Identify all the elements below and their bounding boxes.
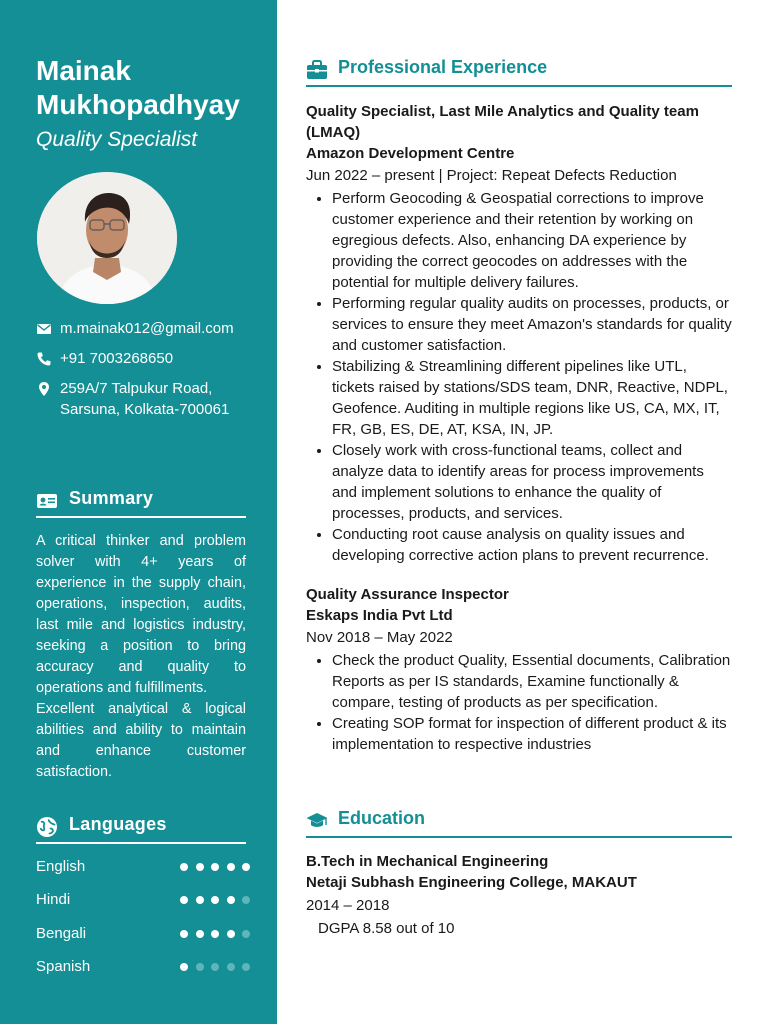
job-bullet: • Closely work with cross-functional teams, collect and analyze data to identify areas for process improvements and implement solutions to enhance the quality of processes, products, and services. [332, 440, 732, 524]
level-dot-filled [180, 896, 188, 904]
contact-phone-text: +91 7003268650 [60, 350, 174, 367]
job-bullet: • Check the product Quality, Essential documents, Calibration Reports as per IS standards, Examine functionally & compare, testing of products as per specification. [332, 650, 732, 713]
avatar [37, 172, 177, 304]
language-name: Spanish [36, 958, 91, 975]
level-dot-filled [227, 930, 235, 938]
education-degree: B.Tech in Mechanical Engineering [306, 853, 549, 870]
job-title: Quality Assurance Inspector [306, 586, 509, 603]
level-dot-filled [211, 896, 219, 904]
level-dot-empty [211, 963, 219, 971]
education-heading [306, 808, 732, 838]
location-pin-icon [36, 381, 52, 397]
summary-heading [36, 488, 246, 518]
level-dot-filled [211, 863, 219, 871]
profile-name: Mainak Mukhopadhyay [36, 55, 240, 120]
contact-email-text: m.mainak012@gmail.com [60, 320, 234, 337]
globe-icon [36, 816, 58, 838]
graduation-cap-icon [306, 811, 328, 831]
education-years: 2014 – 2018 [306, 897, 390, 914]
briefcase-icon [306, 60, 328, 80]
summary-text [36, 531, 246, 783]
profile-role: Quality Specialist [36, 128, 198, 151]
job-company: Amazon Development Centre [306, 145, 515, 162]
summary-heading-text: Summary [69, 488, 154, 508]
envelope-icon [36, 321, 52, 337]
education-entry [306, 851, 732, 939]
language-level-dots [176, 896, 246, 906]
avatar-photo [37, 172, 177, 304]
job-bullets [306, 188, 732, 566]
level-dot-filled [196, 896, 204, 904]
level-dot-filled [196, 930, 204, 938]
level-dot-filled [180, 930, 188, 938]
job-bullet: • Conducting root cause analysis on quality issues and developing corrective action plans to prevent recurrence. [332, 524, 732, 566]
languages-heading [36, 814, 246, 844]
level-dot-filled [180, 963, 188, 971]
id-card-icon [36, 490, 58, 512]
level-dot-filled [227, 863, 235, 871]
language-level-dots [176, 863, 246, 873]
level-dot-filled [211, 930, 219, 938]
education-college: Netaji Subhash Engineering College, MAKAUT [306, 874, 637, 891]
language-level-dots [176, 930, 246, 940]
level-dot-empty [196, 963, 204, 971]
summary-paragraph: A critical thinker and problem solver with 4+ years of experience in the supply chain, operations, inspection, audits, last mile and logistics industry, seeking a position to bring accuracy and quality to operations and fulfillments. [36, 533, 246, 696]
level-dot-filled [180, 863, 188, 871]
level-dot-empty [242, 896, 250, 904]
phone-icon [36, 351, 52, 367]
job-meta: Jun 2022 – present | Project: Repeat Defects Reduction [306, 167, 677, 184]
job-title: Quality Specialist, Last Mile Analytics and Quality team (LMAQ) [306, 103, 699, 141]
level-dot-empty [227, 963, 235, 971]
level-dot-empty [242, 963, 250, 971]
sidebar [0, 0, 277, 1024]
job-company: Eskaps India Pvt Ltd [306, 607, 453, 624]
language-row [36, 925, 246, 945]
contact-address-text: 259A/7 Talpukur Road, Sarsuna, Kolkata-700061 [60, 380, 230, 418]
language-level-dots [176, 963, 246, 973]
languages-heading-text: Languages [69, 814, 167, 834]
education-grade: DGPA 8.58 out of 10 [318, 920, 455, 937]
job-bullet: • Creating SOP format for inspection of different product & its implementation to respective industries [332, 713, 732, 755]
language-row [36, 891, 246, 911]
job-entry [306, 584, 732, 755]
level-dot-empty [242, 930, 250, 938]
level-dot-filled [242, 863, 250, 871]
experience-heading-text: Professional Experience [338, 57, 548, 77]
language-row [36, 858, 246, 878]
language-name: Bengali [36, 925, 87, 942]
job-bullet: • Stabilizing & Streamlining different pipelines like UTL, tickets raised by stations/SDS team, DNR, Reactive, NDPL, Geofence. Auditing in multiple regions like US, CA, MX, IT, FR, GB, ES, DE, AT, KSA, IN, JP. [332, 356, 732, 440]
language-name: Hindi [36, 891, 71, 908]
job-bullet: • Performing regular quality audits on processes, products, or services to ensure they meet Amazon's standards for quality and customer satisfaction. [332, 293, 732, 356]
job-entry [306, 101, 732, 566]
education-heading-text: Education [338, 808, 426, 828]
job-meta: Nov 2018 – May 2022 [306, 629, 453, 646]
level-dot-filled [196, 863, 204, 871]
level-dot-filled [227, 896, 235, 904]
job-bullet: • Perform Geocoding & Geospatial corrections to improve customer experience and their retention by working on egregious defects. Also, enhancing DA experience by providing the correct geocodes on addresses with the potential for multiple delivery failures. [332, 188, 732, 293]
job-bullets [306, 650, 732, 755]
language-name: English [36, 858, 86, 875]
experience-heading [306, 57, 732, 87]
summary-paragraph: Excellent analytical & logical abilities and ability to maintain and enhance customer satisfaction. [36, 701, 246, 780]
language-row [36, 958, 246, 978]
